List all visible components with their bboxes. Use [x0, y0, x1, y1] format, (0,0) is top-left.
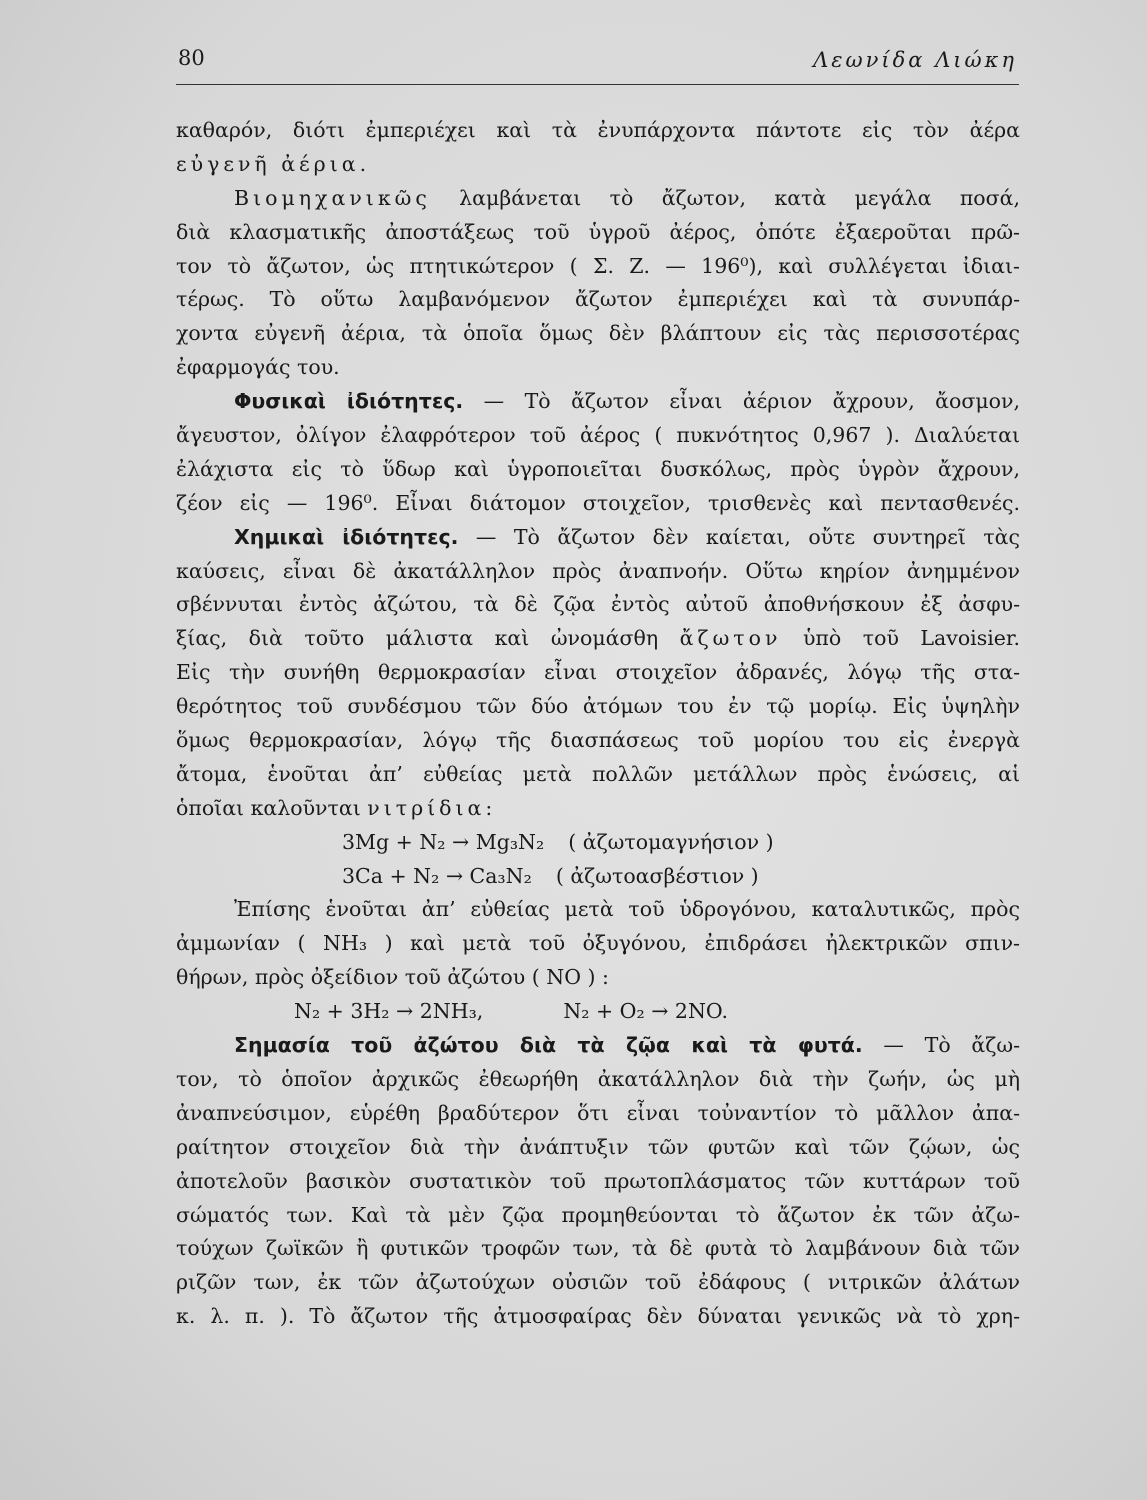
chemical-equation: 3Ca + N₂ → Ca₃N₂	[342, 863, 532, 888]
text-line: τέρως. Τὸ οὕτω λαμβανόμενον ἄζωτον ἐμπεριέχει καὶ τὰ συνυπάρ-	[176, 287, 1020, 312]
formula-line	[176, 860, 1020, 894]
text-span: — Τὸ ἄζω-	[862, 1033, 1020, 1058]
text-line: ἀναπνεύσιμον, εὑρέθη βραδύτερον ὅτι εἶναι τοὐναντίον τὸ μᾶλλον ἀπα-	[176, 1100, 1020, 1125]
body-text	[176, 114, 1020, 1334]
text-line: σώματός των. Καὶ τὰ μὲν ζῷα προμηθεύονται τὸ ἄζωτον ἐκ τῶν ἀζω-	[176, 1202, 1020, 1227]
text-line	[176, 622, 1020, 656]
text-line: καθαρόν, διότι ἐμπεριέχει καὶ τὰ ἐνυπάρχοντα πάντοτε εἰς τὸν ἀέρα	[176, 118, 1020, 142]
chemical-equation: N₂ + O₂ → 2NO.	[563, 999, 729, 1024]
text-line: τον τὸ ἄζωτον, ὡς πτητικώτερον ( Σ. Ζ. — 196⁰), καὶ συλλέγεται ἰδιαι-	[176, 253, 1020, 278]
text-line: χοντα εὐγενῆ ἀέρια, τὰ ὁποῖα ὅμως δὲν βλάπτουν εἰς τὰς περισσοτέρας	[176, 321, 1020, 346]
text-line: Ἐπίσης ἑνοῦται ἀπ’ εὐθείας μετὰ τοῦ ὑδρογόνου, καταλυτικῶς, πρὸς	[234, 897, 1020, 922]
text-line: ἐλάχιστα εἰς τὸ ὕδωρ καὶ ὑγροποιεῖται δυσκόλως, πρὸς ὑγρὸν ἄχρουν,	[176, 456, 1020, 481]
text-line	[176, 1029, 1020, 1063]
text-line	[176, 385, 1020, 419]
formula-line	[176, 995, 1020, 1029]
text-line	[176, 792, 1020, 826]
text-line: ριζῶν των, ἐκ τῶν ἀζωτούχων οὐσιῶν τοῦ ἐδάφους ( νιτρικῶν ἀλάτων	[176, 1270, 1020, 1295]
compound-name: ( ἀζωτομαγνήσιον )	[568, 829, 774, 854]
chemical-equation: 3Mg + N₂ → Mg₃N₂	[342, 829, 545, 854]
formula-line	[176, 826, 1020, 860]
text-line: ζέον εἰς — 196⁰. Εἶναι διάτομον στοιχεῖον, τρισθενὲς καὶ πεντασθενές.	[176, 490, 1020, 515]
text-line: εὐγενῆ ἀέρια.	[176, 151, 371, 176]
text-line: θερότητος τοῦ συνδέσμου τῶν δύο ἀτόμων του ἐν τῷ μορίῳ. Εἰς ὑψηλὴν	[176, 694, 1020, 719]
text-line: ἐφαρμογάς του.	[176, 355, 340, 380]
page-number: 80	[178, 46, 205, 70]
text-line: ἀποτελοῦν βασικὸν συστατικὸν τοῦ πρωτοπλάσματος τῶν κυττάρων τοῦ	[176, 1168, 1020, 1193]
spaced-word: νιτρίδια:	[367, 795, 497, 820]
text-span: — Τὸ ἄζωτον δὲν καίεται, οὔτε συντηρεῖ τὰς	[458, 524, 1020, 549]
text-line: ραίτητον στοιχεῖον διὰ τὴν ἀνάπτυξιν τῶν φυτῶν καὶ τῶν ζῴων, ὡς	[176, 1134, 1020, 1159]
text-line: θήρων, πρὸς ὀξείδιον τοῦ ἀζώτου ( NO ) :	[176, 965, 609, 990]
text-span: ξίας, διὰ τοῦτο μάλιστα καὶ ὠνομάσθη	[176, 626, 680, 651]
spaced-word: Βιομηχανικῶς	[234, 185, 431, 210]
chemical-equation: N₂ + 3H₂ → 2NH₃,	[294, 999, 484, 1024]
text-span: λαμβάνεται τὸ ἄζωτον, κατὰ μεγάλα ποσά,	[430, 185, 1020, 210]
text-line	[176, 521, 1020, 555]
text-line: διὰ κλασματικῆς ἀποστάξεως τοῦ ὑγροῦ ἀέρος, ὁπότε ἐξαεροῦται πρῶ-	[176, 219, 1020, 244]
running-head	[176, 44, 1019, 85]
text-line: τον, τὸ ὁποῖον ἀρχικῶς ἐθεωρήθη ἀκατάλληλον διὰ τὴν ζωήν, ὡς μὴ	[176, 1066, 1020, 1091]
text-span: ὁποῖαι καλοῦνται	[176, 795, 368, 820]
section-heading-chemical: Χημικαὶ ἰδιότητες.	[234, 524, 459, 549]
text-line: τούχων ζωϊκῶν ἢ φυτικῶν τροφῶν των, τὰ δὲ φυτὰ τὸ λαμβάνουν διὰ τῶν	[176, 1236, 1020, 1261]
text-span: — Τὸ ἄζωτον εἶναι ἀέριον ἄχρουν, ἄοσμον,	[463, 389, 1020, 414]
text-line: Εἰς τὴν συνήθη θερμοκρασίαν εἶναι στοιχεῖον ἀδρανές, λόγῳ τῆς στα-	[176, 660, 1020, 685]
running-title: Λεωνίδα Λιώκη	[813, 48, 1017, 72]
text-line: ἀμμωνίαν ( NH₃ ) καὶ μετὰ τοῦ ὀξυγόνου, ἐπιδράσει ἠλεκτρικῶν σπιν-	[176, 931, 1020, 956]
spaced-word: ἄζωτον	[679, 626, 782, 651]
text-span: ὑπὸ τοῦ Lavoisier.	[781, 626, 1020, 651]
text-line: κ. λ. π. ). Τὸ ἄζωτον τῆς ἀτμοσφαίρας δὲν δύναται γενικῶς νὰ τὸ χρη-	[176, 1304, 1020, 1329]
text-line: σβέννυται ἐντὸς ἀζώτου, τὰ δὲ ζῷα ἐντὸς αὐτοῦ ἀποθνήσκουν ἐξ ἀσφυ-	[176, 592, 1020, 617]
text-line: καύσεις, εἶναι δὲ ἀκατάλληλον πρὸς ἀναπνοήν. Οὕτω κηρίον ἀνημμένον	[176, 558, 1020, 583]
text-line	[176, 182, 1020, 216]
text-line: ἄγευστον, ὀλίγον ἐλαφρότερον τοῦ ἀέρος ( πυκνότητος 0,967 ). Διαλύεται	[176, 423, 1020, 448]
section-heading-importance: Σημασία τοῦ ἀζώτου διὰ τὰ ζῷα καὶ τὰ φυτά.	[234, 1033, 863, 1058]
compound-name: ( ἀζωτοασβέστιον )	[555, 863, 759, 888]
text-line: ὅμως θερμοκρασίαν, λόγῳ τῆς διασπάσεως τοῦ μορίου του εἰς ἐνεργὰ	[176, 728, 1020, 753]
section-heading-physical: Φυσικαὶ ἰδιότητες.	[234, 389, 464, 414]
text-line: ἄτομα, ἑνοῦται ἀπ’ εὐθείας μετὰ πολλῶν μετάλλων πρὸς ἑνώσεις, αἱ	[176, 761, 1020, 786]
